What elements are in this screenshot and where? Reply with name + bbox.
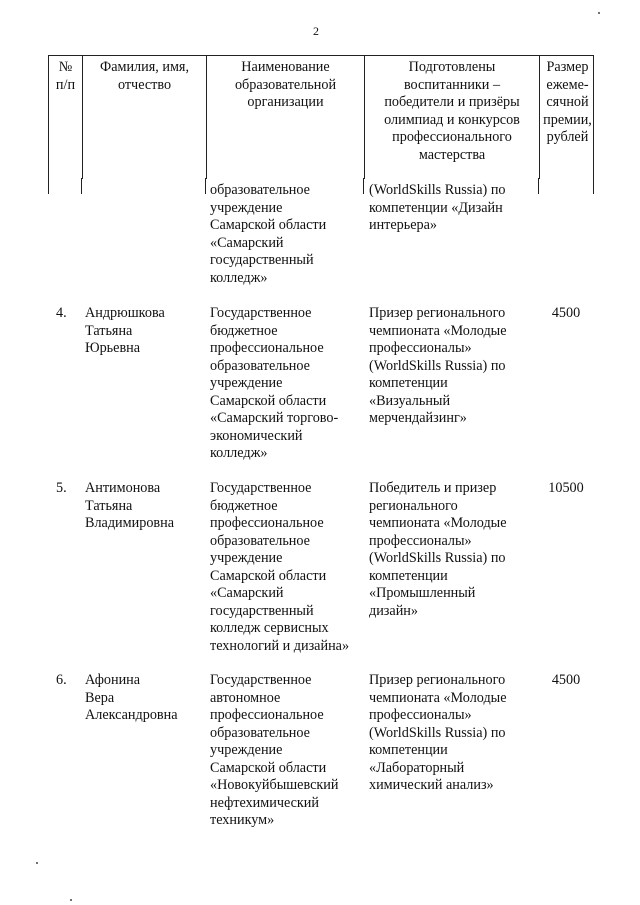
table-header [48, 55, 594, 178]
column-divider [205, 178, 206, 194]
row-trained: Призер регионального чемпионата «Молодые профессионалы» (WorldSkills Russia) по компетенции «Визуальный мерчендайзинг» [369, 305, 507, 426]
row-name: Андрюшкова Татьяна Юрьевна [85, 305, 165, 356]
scan-dot [598, 12, 600, 14]
row-trained: Призер регионального чемпионата «Молодые профессионалы» (WorldSkills Russia) по компетенции «Лабораторный химический анализ» [369, 672, 507, 793]
continuation-organization: образовательное учреждение Самарской области «Самарский государственный колледж» [210, 182, 327, 286]
continuation-trained: (WorldSkills Russia) по компетенции «Дизайн интерьера» [369, 182, 506, 233]
header-trained: Подготовлены воспитанники – победители и призёры олимпиад и конкурсов профессионального мастерства [364, 56, 539, 179]
header-bonus: Размер ежеме- сячной премии, рублей [539, 56, 595, 179]
row-number: 4. [56, 305, 67, 321]
column-divider [363, 178, 364, 194]
row-number: 5. [56, 480, 67, 496]
row-name: Афонина Вера Александровна [85, 672, 178, 723]
column-divider [593, 178, 594, 194]
row-organization: Государственное бюджетное профессиональное образовательное учреждение Самарской области «Самарский государственный колледж сервисных технологий и дизайна» [210, 480, 350, 654]
row-bonus: 4500 [551, 305, 581, 321]
page-number: 2 [313, 24, 319, 38]
row-bonus: 4500 [551, 672, 581, 688]
row-organization: Государственное бюджетное профессиональное образовательное учреждение Самарской области «Самарский торгово- экономический колледж» [210, 305, 339, 461]
header-name: Фамилия, имя, отчество [82, 56, 206, 179]
scan-dot [36, 862, 38, 864]
row-organization: Государственное автономное профессиональное образовательное учреждение Самарской области «Новокуйбышевский нефтехимический техникум» [210, 672, 339, 828]
row-number: 6. [56, 672, 67, 688]
column-divider [538, 178, 539, 194]
row-name: Антимонова Татьяна Владимировна [85, 480, 174, 531]
row-trained: Победитель и призер регионального чемпионата «Молодые профессионалы» (WorldSkills Russia) по компетенции «Промышленный дизайн» [369, 480, 507, 619]
column-divider [81, 178, 82, 194]
header-organization: Наименование образовательной организации [206, 56, 364, 179]
row-bonus: 10500 [548, 480, 584, 496]
scan-dot [70, 899, 72, 901]
column-divider [48, 178, 49, 194]
header-number: № п/п [55, 59, 76, 93]
